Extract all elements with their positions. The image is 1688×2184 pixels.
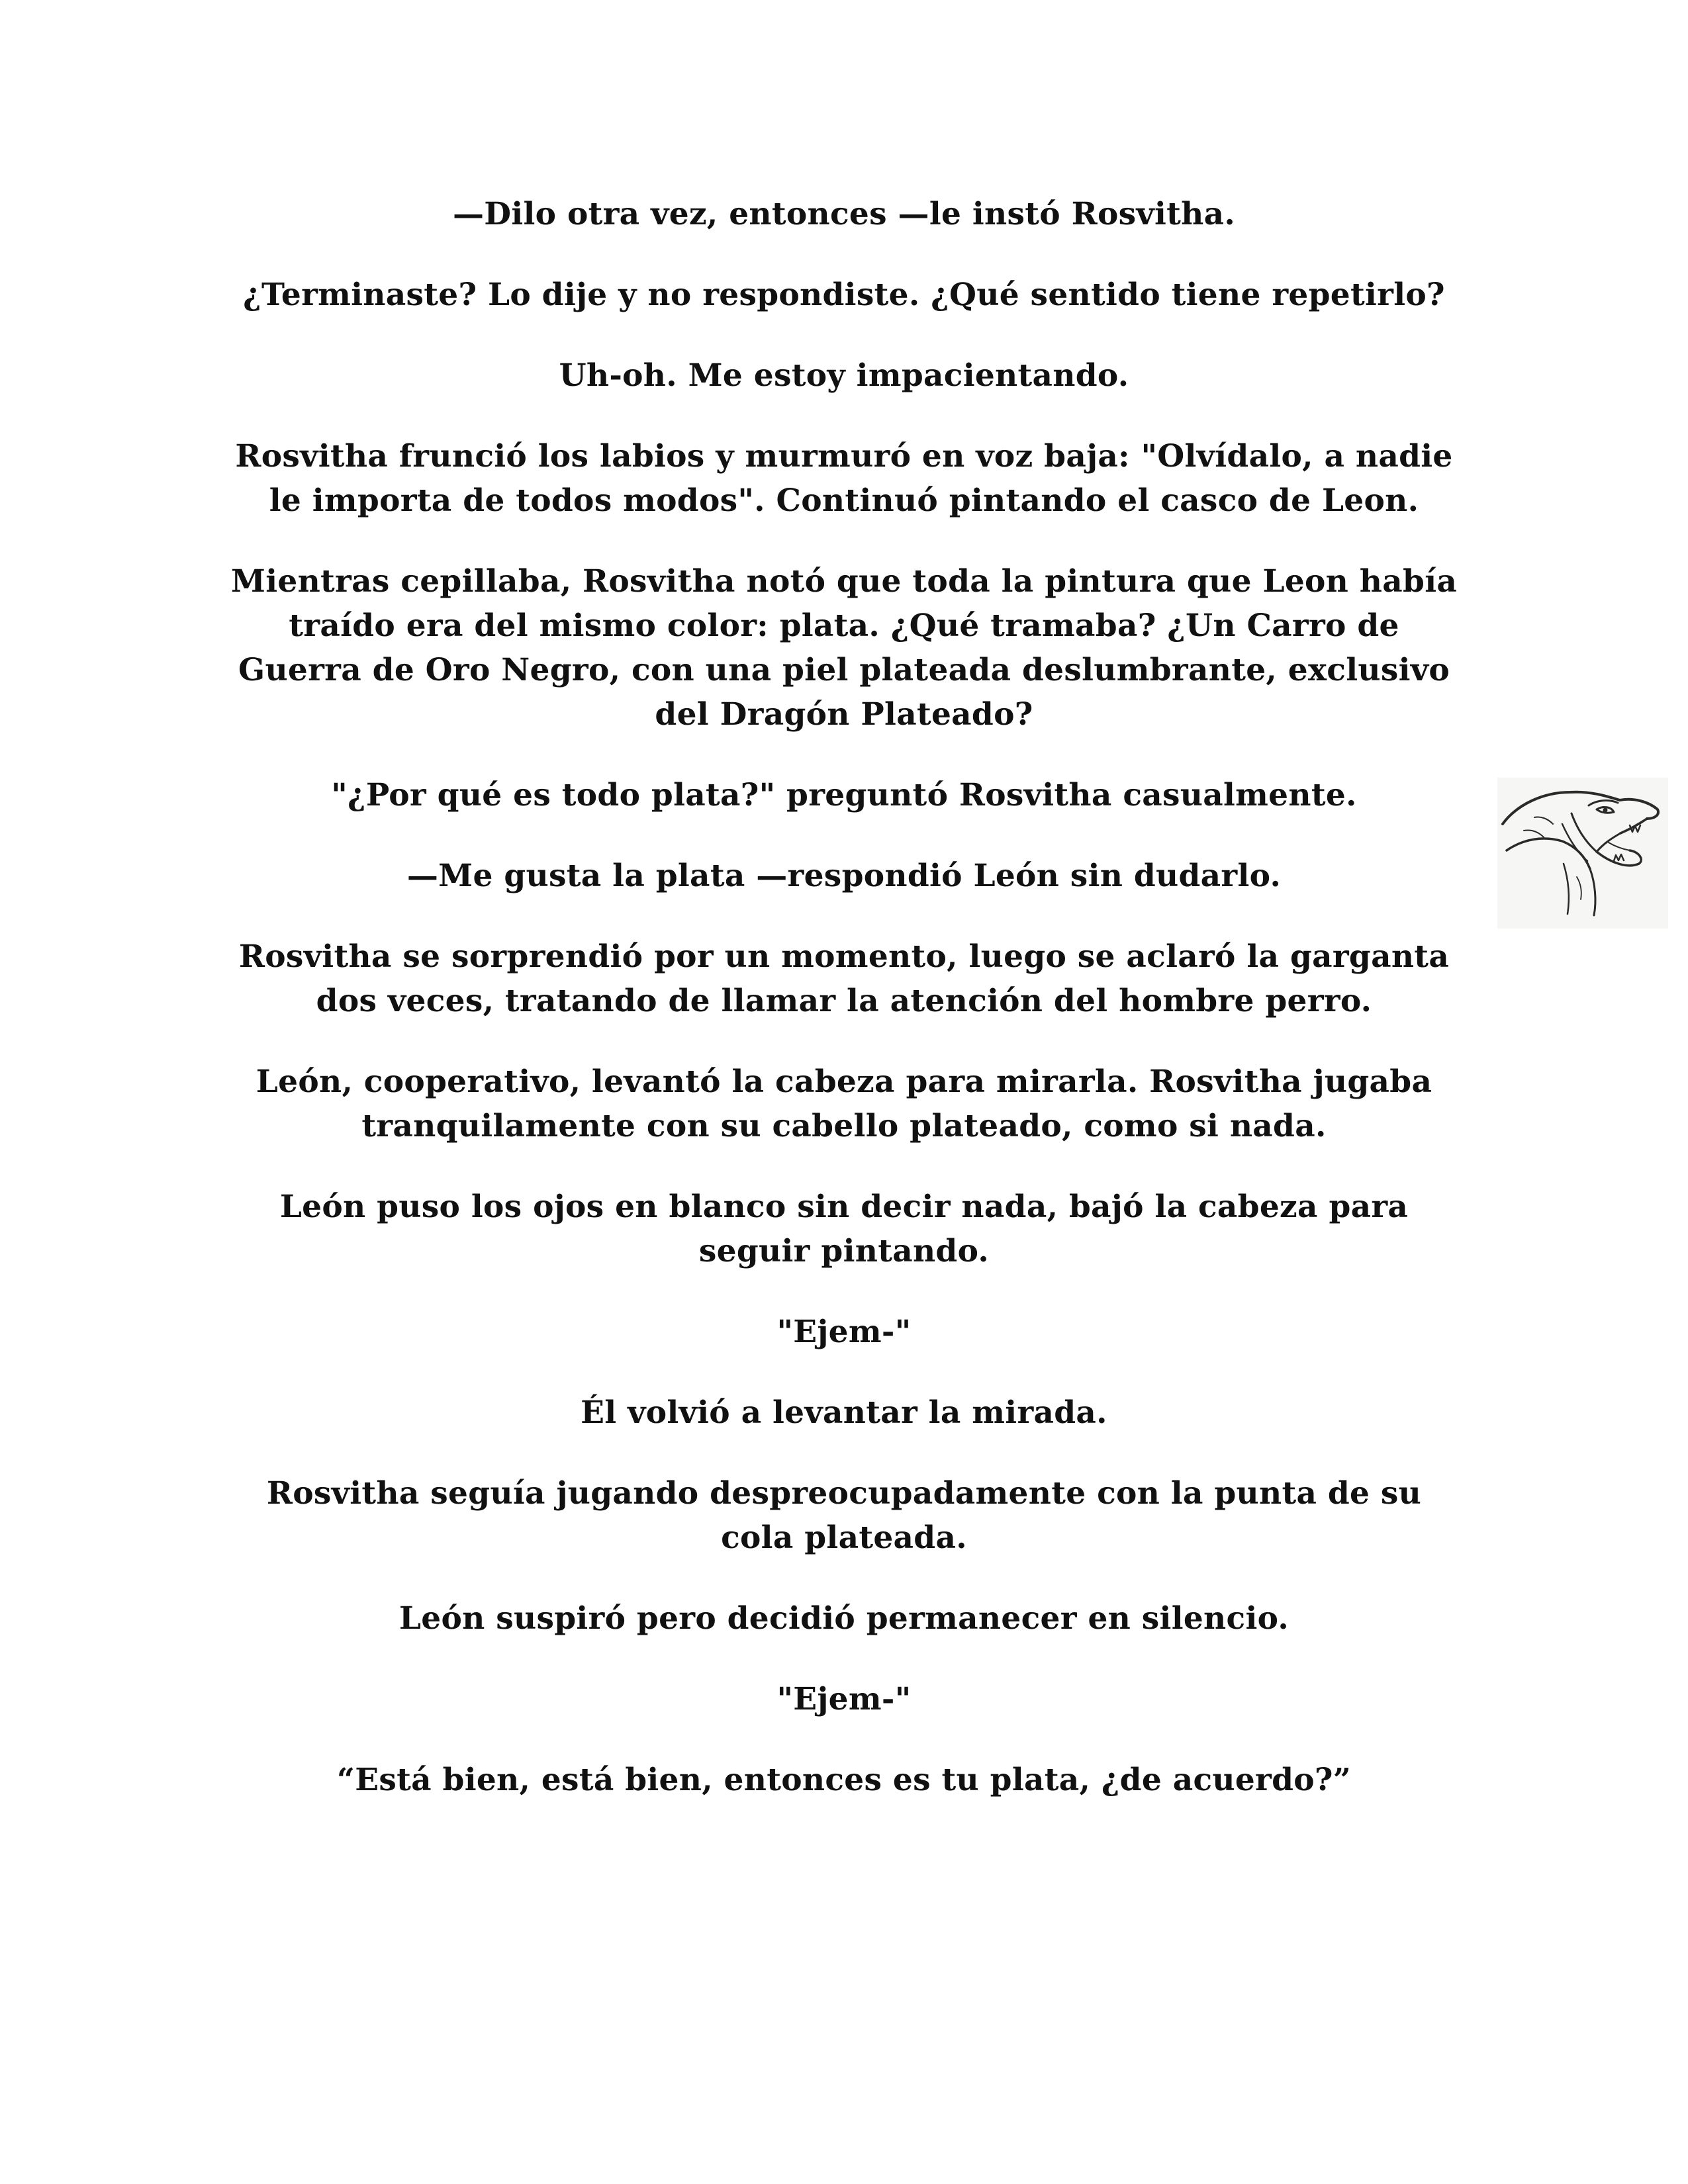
paragraph: Uh-oh. Me estoy impacientando. [559, 357, 1129, 394]
paragraph: "Ejem-" [776, 1314, 912, 1350]
story-text [225, 192, 1463, 1839]
paragraph: Mientras cepillaba, Rosvitha notó que toda la pintura que Leon había traído era del mismo color: plata. ¿Qué tramaba? ¿Un Carro de Guerra de Oro Negro, con una piel plateada deslumbrante, exclusivo del Dragón Plateado? [230, 563, 1458, 733]
paragraph: Él volvió a levantar la mirada. [581, 1394, 1107, 1431]
paragraph: Rosvitha seguía jugando despreocupadamente con la punta de su cola plateada. [266, 1475, 1422, 1556]
paragraph: León, cooperativo, levantó la cabeza para mirarla. Rosvitha jugaba tranquilamente con su cabello plateado, como si nada. [256, 1064, 1432, 1144]
paragraph: "¿Por qué es todo plata?" preguntó Rosvitha casualmente. [331, 777, 1357, 813]
paragraph: León puso los ojos en blanco sin decir nada, bajó la cabeza para seguir pintando. [279, 1189, 1409, 1269]
paragraph: —Dilo otra vez, entonces —le instó Rosvitha. [452, 196, 1236, 232]
paragraph: Rosvitha se sorprendió por un momento, luego se aclaró la garganta dos veces, tratando de llamar la atención del hombre perro. [238, 938, 1450, 1019]
paragraph: —Me gusta la plata —respondió León sin dudarlo. [406, 858, 1282, 894]
paragraph: León suspiró pero decidió permanecer en silencio. [399, 1600, 1289, 1637]
paragraph: ¿Terminaste? Lo dije y no respondiste. ¿Qué sentido tiene repetirlo? [243, 277, 1445, 313]
paragraph: "Ejem-" [776, 1681, 912, 1717]
dragon-head-sketch-icon [1497, 778, 1668, 929]
paragraph: “Está bien, está bien, entonces es tu plata, ¿de acuerdo?” [336, 1762, 1352, 1798]
paragraph: Rosvitha frunció los labios y murmuró en voz baja: "Olvídalo, a nadie le importa de todos modos". Continuó pintando el casco de Leon. [235, 438, 1453, 519]
